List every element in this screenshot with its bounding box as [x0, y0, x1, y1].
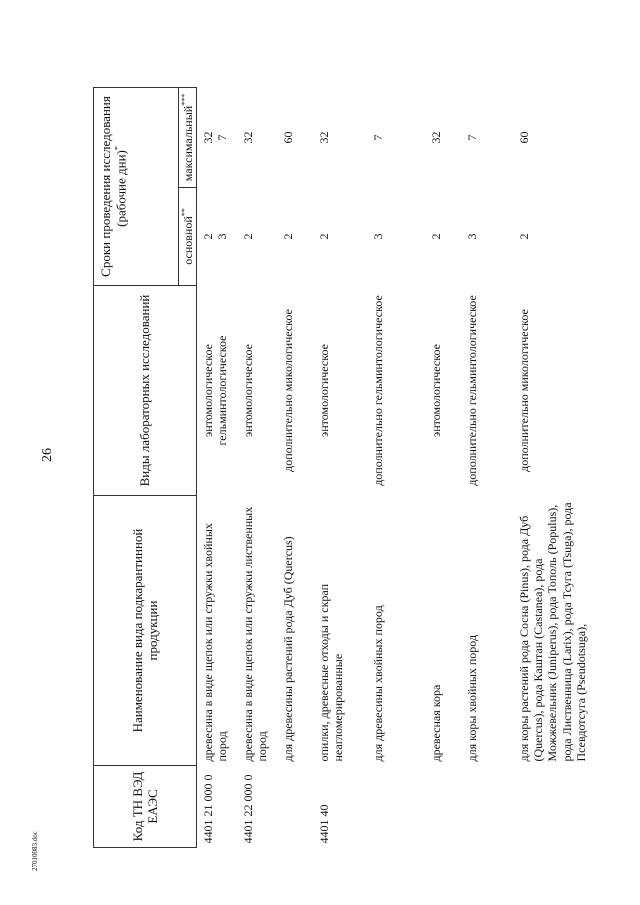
base-term-value: 2	[281, 233, 296, 240]
research-kind: энтомологическое	[241, 344, 256, 437]
row-max-term	[237, 87, 277, 187]
header-code: Код ТН ВЭД ЕАЭС	[94, 766, 197, 848]
row-product-name: для древесины растений рода Дуб (Quercus)	[281, 536, 296, 762]
row-research-kinds	[513, 286, 593, 496]
max-term-value: 32	[429, 131, 444, 144]
max-term-value: 7	[215, 134, 230, 141]
page-number: 26	[40, 448, 55, 462]
row-research-kinds	[367, 286, 425, 496]
header-base-text: основной	[181, 216, 195, 265]
row-code	[461, 766, 513, 848]
row-base-term	[277, 188, 313, 286]
header-terms	[94, 87, 179, 285]
row-code	[277, 766, 313, 848]
file-reference: 27010083.doc	[31, 831, 39, 871]
row-research-kinds	[237, 286, 277, 496]
base-term-value: 3	[465, 233, 480, 240]
table-row	[197, 87, 238, 847]
base-term-value: 2	[317, 233, 332, 240]
quarantine-research-table	[93, 87, 593, 848]
table-row	[237, 87, 277, 847]
row-research-kinds	[197, 286, 238, 496]
research-kind: дополнительно гельминтологическое	[371, 295, 386, 486]
header-max-term	[179, 87, 197, 187]
row-max-term	[197, 87, 238, 187]
table-row	[277, 87, 313, 847]
row-max-term	[461, 87, 513, 187]
max-term-value: 60	[281, 131, 296, 144]
base-term-value: 2	[517, 233, 532, 240]
row-product-name: древесина в виде щепок или стружки лиственных пород	[241, 506, 270, 762]
row-research-kinds	[277, 286, 313, 496]
max-term-value: 60	[517, 131, 532, 144]
max-term-value: 32	[201, 131, 216, 144]
base-term-value: 3	[215, 233, 230, 240]
row-code: 4401 21 000 0	[201, 774, 216, 844]
row-code	[367, 766, 425, 848]
row-max-term	[313, 87, 367, 187]
row-product-name: древесина в виде щепок или стружки хвойных пород	[201, 523, 230, 762]
table-row	[313, 87, 367, 847]
max-term-value: 7	[465, 134, 480, 141]
row-code	[513, 766, 593, 848]
base-term-value: 3	[371, 233, 386, 240]
table-row	[367, 87, 425, 847]
research-kind: энтомологическое	[201, 344, 216, 437]
base-term-value: 2	[241, 233, 256, 240]
header-base-term	[179, 188, 197, 286]
row-base-term	[237, 188, 277, 286]
research-kind: дополнительно микологическое	[281, 309, 296, 472]
row-code	[425, 766, 461, 848]
table-container	[93, 88, 623, 848]
table-row	[425, 87, 461, 847]
max-term-value: 32	[241, 131, 256, 144]
row-product-name: для коры хвойных пород	[465, 634, 480, 762]
research-kind: гельминтологическое	[215, 335, 230, 446]
header-max-footnote-mark: ***	[180, 93, 189, 106]
row-max-term	[367, 87, 425, 187]
row-max-term	[277, 87, 313, 187]
row-base-term	[367, 188, 425, 286]
header-base-footnote-mark: **	[180, 208, 189, 217]
research-kind: дополнительно гельминтологическое	[465, 295, 480, 486]
base-term-value: 2	[201, 233, 216, 240]
row-code: 4401 22 000 0	[241, 774, 256, 844]
max-term-value: 7	[371, 134, 386, 141]
row-base-term	[313, 188, 367, 286]
row-base-term	[197, 188, 238, 286]
header-terms-text: Сроки проведения исследования (рабочие дни)	[98, 96, 129, 277]
row-research-kinds	[461, 286, 513, 496]
row-research-kinds	[313, 286, 367, 496]
row-product-name: для коры растений рода Сосна (Pinus), рода Дуб (Quercus), рода Каштан (Castanea), рода Можжевельник (Juniperus), рода Тополь (Populus), рода Лиственница (Larix), рода Тсуга (Tsuga), рода Псевдотсуга (Pseudotsuga),	[517, 502, 588, 762]
row-research-kinds	[425, 286, 461, 496]
research-kind: энтомологическое	[317, 344, 332, 437]
row-max-term	[425, 87, 461, 187]
base-term-value: 2	[429, 233, 444, 240]
row-base-term	[425, 188, 461, 286]
row-product-name: опилки, древесные отходы и скрап неагломерированные	[317, 584, 346, 762]
row-base-term	[461, 188, 513, 286]
table-row	[513, 87, 593, 847]
max-term-value: 32	[317, 131, 332, 144]
row-base-term	[513, 188, 593, 286]
header-product-name: Наименование вида подкарантинной продукции	[94, 496, 197, 766]
row-product-name: древесная кора	[429, 684, 444, 762]
research-kind: дополнительно микологическое	[517, 309, 532, 472]
header-max-text: максимальный	[181, 105, 195, 182]
header-terms-footnote-mark: *	[113, 146, 123, 151]
row-product-name: для древесины хвойных пород	[371, 605, 386, 762]
row-code: 4401 40	[317, 804, 332, 844]
research-kind: энтомологическое	[429, 344, 444, 437]
table-row	[461, 87, 513, 847]
row-max-term	[513, 87, 593, 187]
header-research-kind: Виды лабораторных исследований	[94, 286, 197, 496]
